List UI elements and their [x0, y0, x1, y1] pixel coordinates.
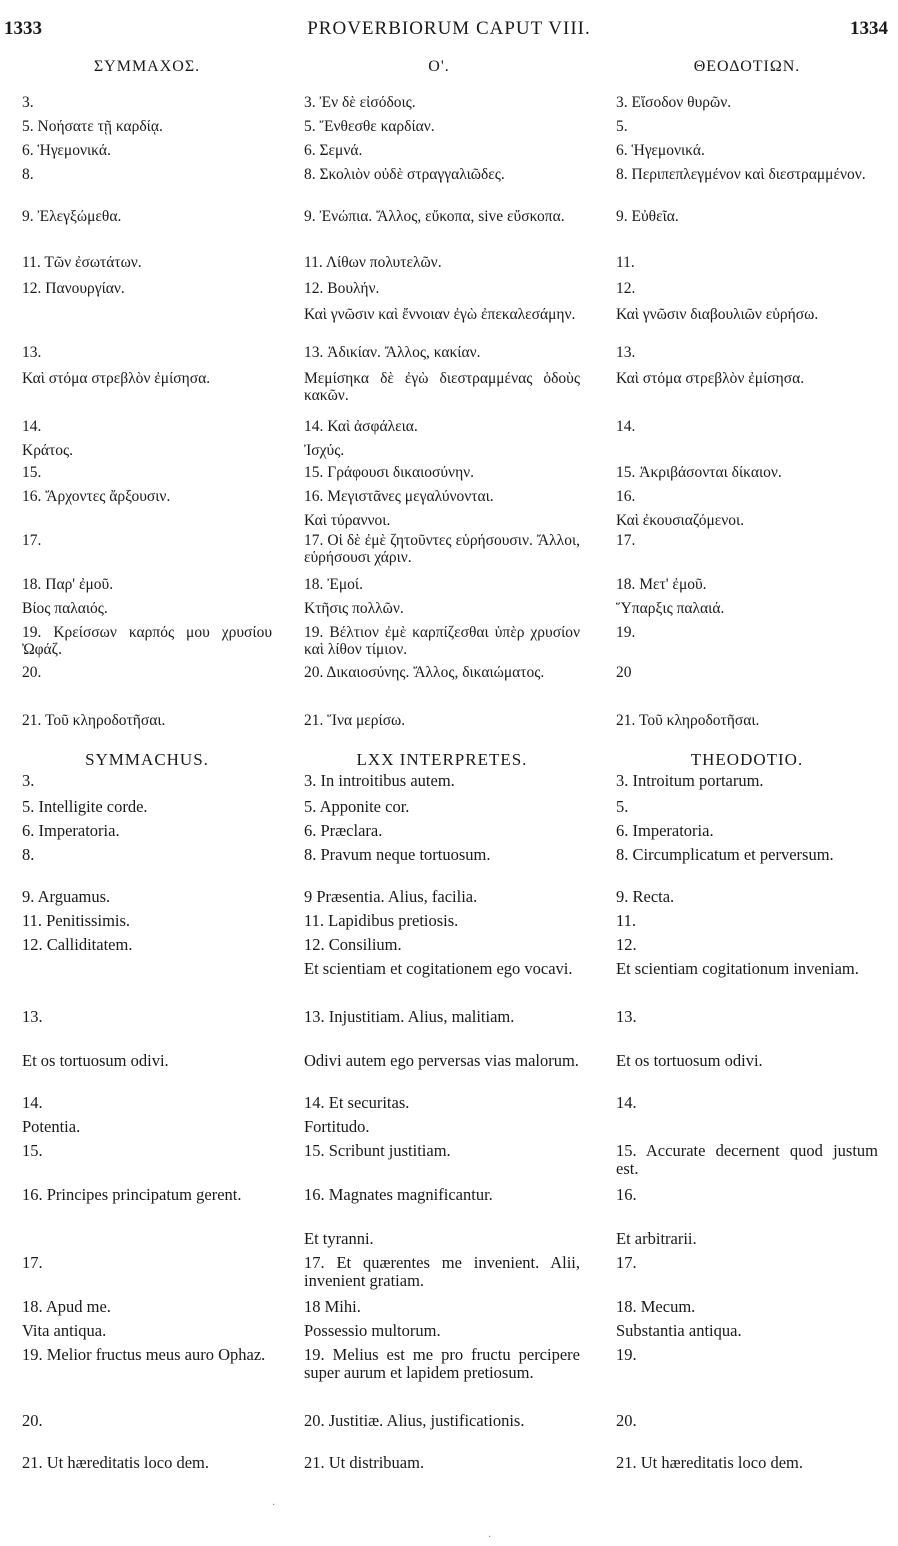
latin-lxx-line: 9 Præsentia. Alius, facilia. [304, 887, 478, 906]
latin-theodotion-line: 14. [616, 1093, 637, 1112]
latin-lxx-line: 13. Injustitiam. Alius, malitiam. [304, 1007, 515, 1026]
latin-symmachus-line: Potentia. [22, 1117, 81, 1136]
latin-theodotion-line: Et arbitrarii. [616, 1229, 697, 1248]
latin-lxx-line: 5. Apponite cor. [304, 797, 410, 816]
latin-symmachus-line: 3. [22, 771, 35, 790]
latin-symmachus-line: 19. Melior fructus meus auro Ophaz. [22, 1345, 266, 1364]
latin-theodotion-line: 17. [616, 1253, 637, 1272]
running-head: PROVERBIORUM CAPUT VIII. [307, 18, 591, 39]
greek-lxx-line: 11. Λίθων πολυτελῶν. [304, 254, 442, 271]
greek-lxx-line: 20. Δικαιοσύνης. Ἄλλος, δικαιώματος. [304, 664, 545, 681]
greek-symmachus-line: 6. Ἡγεμονικά. [22, 142, 111, 159]
column-head-lxx-latin: LXX INTERPRETES. [356, 750, 528, 769]
latin-lxx-line: Et tyranni. [304, 1229, 374, 1248]
greek-symmachus-line: 16. Ἄρχοντες ἄρξουσιν. [22, 488, 171, 505]
latin-symmachus-line: 20. [22, 1411, 43, 1430]
greek-symmachus-line: 19. Κρείσσων καρπός μου χρυσίου Ὠφάζ. [22, 624, 272, 658]
greek-lxx-line: 15. Γράφουσι δικαιοσύνην. [304, 464, 475, 481]
latin-lxx-line: Possessio multorum. [304, 1321, 441, 1340]
greek-theodotion-line: 12. [616, 280, 636, 297]
greek-theodotion-line: 9. Εὐθεῖα. [616, 208, 679, 225]
greek-symmachus-line: 18. Παρ' ἐμοῦ. [22, 576, 114, 593]
page-number-left: 1333 [4, 18, 42, 39]
latin-theodotion-line: 11. [616, 911, 637, 930]
greek-lxx-line: 9. Ἐνώπια. Ἄλλος, εὔκοπα, sive εὔσκοπα. [304, 208, 565, 225]
latin-lxx-line: 19. Melius est me pro fructu percipere super aurum et lapidem pretiosum. [304, 1345, 580, 1382]
greek-symmachus-line: 20. [22, 664, 42, 681]
latin-theodotion-line: 15. Accurate decernent quod justum est. [616, 1141, 878, 1178]
latin-theodotion-line: 20. [616, 1411, 637, 1430]
greek-symmachus-line: Καὶ στόμα στρεβλὸν ἐμίσησα. [22, 370, 211, 387]
greek-lxx-line: Ἰσχύς. [304, 442, 345, 459]
greek-lxx-line: 17. Οἱ δὲ ἐμὲ ζητοῦντες εὑρήσουσιν. Ἄλλοι, εὑρήσουσι χάριν. [304, 532, 580, 566]
greek-lxx-line: Μεμίσηκα δὲ ἐγὼ διεστραμμένας ὁδοὺς κακῶν. [304, 370, 580, 404]
latin-symmachus-line: 15. [22, 1141, 43, 1160]
latin-symmachus-line: 21. Ut hæreditatis loco dem. [22, 1453, 209, 1472]
column-head-theodotion-greek: ΘΕΟΔΟΤΙΩΝ. [693, 58, 801, 75]
print-speck: · [488, 1532, 492, 1543]
latin-symmachus-line: 18. Apud me. [22, 1297, 111, 1316]
greek-theodotion-line: 15. Ἀκριβάσονται δίκαιον. [616, 464, 782, 481]
latin-lxx-line: 6. Præclara. [304, 821, 383, 840]
latin-lxx-line: 8. Pravum neque tortuosum. [304, 845, 491, 864]
latin-symmachus-line: 9. Arguamus. [22, 887, 111, 906]
latin-symmachus-line: Et os tortuosum odivi. [22, 1051, 169, 1070]
latin-theodotion-line: 21. Ut hæreditatis loco dem. [616, 1453, 803, 1472]
latin-symmachus-line: 17. [22, 1253, 43, 1272]
greek-symmachus-line: 11. Τῶν ἐσωτάτων. [22, 254, 142, 271]
latin-symmachus-line: 8. [22, 845, 35, 864]
latin-lxx-line: Et scientiam et cogitationem ego vocavi. [304, 959, 573, 978]
greek-theodotion-line: 20 [616, 664, 632, 681]
latin-symmachus-line: 6. Imperatoria. [22, 821, 120, 840]
latin-lxx-line: 15. Scribunt justitiam. [304, 1141, 451, 1160]
print-speck: · [272, 1500, 276, 1511]
greek-lxx-line: Καὶ τύραννοι. [304, 512, 391, 529]
latin-symmachus-line: 5. Intelligite corde. [22, 797, 148, 816]
greek-symmachus-line: 15. [22, 464, 42, 481]
latin-lxx-line: 14. Et securitas. [304, 1093, 410, 1112]
greek-theodotion-line: 16. [616, 488, 636, 505]
greek-lxx-line: 18. Ἐμοί. [304, 576, 363, 593]
latin-theodotion-line: 3. Introitum portarum. [616, 771, 764, 790]
column-head-lxx-greek: Ο'. [428, 58, 450, 75]
greek-theodotion-line: 3. Εἴσοδον θυρῶν. [616, 94, 732, 111]
greek-theodotion-line: 17. [616, 532, 636, 549]
latin-lxx-line: 3. In introitibus autem. [304, 771, 455, 790]
latin-theodotion-line: Et scientiam cogitationum inveniam. [616, 959, 859, 978]
greek-symmachus-line: 14. [22, 418, 42, 435]
greek-lxx-line: 19. Βέλτιον ἐμὲ καρπίζεσθαι ὑπὲρ χρυσίον καὶ λίθον τίμιον. [304, 624, 580, 658]
greek-lxx-line: 5. Ἔνθεσθε καρδίαν. [304, 118, 435, 135]
latin-lxx-line: 16. Magnates magnificantur. [304, 1185, 493, 1204]
greek-theodotion-line: Καὶ ἐκουσιαζόμενοι. [616, 512, 745, 529]
greek-symmachus-line: 12. Πανουργίαν. [22, 280, 125, 297]
greek-theodotion-line: Καὶ στόμα στρεβλὸν ἐμίσησα. [616, 370, 805, 387]
greek-theodotion-line: 21. Τοῦ κληροδοτῆσαι. [616, 712, 760, 729]
column-head-symmachus-latin: SYMMACHUS. [85, 750, 209, 769]
latin-theodotion-line: 19. [616, 1345, 637, 1364]
greek-symmachus-line: 8. [22, 166, 34, 183]
latin-theodotion-line: 18. Mecum. [616, 1297, 696, 1316]
latin-lxx-line: 17. Et quærentes me invenient. Alii, invenient gratiam. [304, 1253, 580, 1290]
greek-symmachus-line: 17. [22, 532, 42, 549]
latin-theodotion-line: Substantia antiqua. [616, 1321, 742, 1340]
greek-symmachus-line: 13. [22, 344, 42, 361]
greek-theodotion-line: 5. [616, 118, 628, 135]
greek-theodotion-line: 18. Μετ' ἐμοῦ. [616, 576, 707, 593]
latin-theodotion-line: 16. [616, 1185, 637, 1204]
greek-lxx-line: 13. Ἀδικίαν. Ἄλλος, κακίαν. [304, 344, 481, 361]
latin-symmachus-line: 14. [22, 1093, 43, 1112]
greek-theodotion-line: 13. [616, 344, 636, 361]
page-number-right: 1334 [850, 18, 888, 39]
latin-theodotion-line: 9. Recta. [616, 887, 675, 906]
latin-symmachus-line: 11. Penitissimis. [22, 911, 131, 930]
latin-lxx-line: 21. Ut distribuam. [304, 1453, 425, 1472]
greek-symmachus-line: Βίος παλαιός. [22, 600, 108, 617]
greek-theodotion-line: 19. [616, 624, 636, 641]
latin-symmachus-line: 16. Principes principatum gerent. [22, 1185, 242, 1204]
greek-theodotion-line: 11. [616, 254, 635, 271]
latin-lxx-line: Odivi autem ego perversas vias malorum. [304, 1051, 579, 1070]
greek-symmachus-line: 3. [22, 94, 34, 111]
column-head-symmachus-greek: ΣΥΜΜΑΧΟΣ. [93, 58, 201, 75]
latin-symmachus-line: 13. [22, 1007, 43, 1026]
greek-lxx-line: Καὶ γνῶσιν καὶ ἔννοιαν ἐγὼ ἐπεκαλεσάμην. [304, 306, 576, 323]
greek-lxx-line: 14. Καὶ ἀσφάλεια. [304, 418, 418, 435]
latin-lxx-line: 11. Lapidibus pretiosis. [304, 911, 459, 930]
greek-symmachus-line: 5. Νοήσατε τῇ καρδίᾳ. [22, 118, 163, 135]
latin-theodotion-line: 8. Circumplicatum et perversum. [616, 845, 834, 864]
greek-lxx-line: 21. Ἵνα μερίσω. [304, 712, 406, 729]
latin-lxx-line: Fortitudo. [304, 1117, 370, 1136]
latin-lxx-line: 12. Consilium. [304, 935, 402, 954]
latin-lxx-line: 20. Justitiæ. Alius, justificationis. [304, 1411, 525, 1430]
latin-theodotion-line: 12. [616, 935, 637, 954]
greek-symmachus-line: 9. Ἐλεγξώμεθα. [22, 208, 122, 225]
greek-theodotion-line: 8. Περιπεπλεγμένον καὶ διεστραμμένον. [616, 166, 866, 183]
latin-theodotion-line: 5. [616, 797, 629, 816]
greek-theodotion-line: Ὕπαρξις παλαιά. [616, 600, 725, 617]
latin-theodotion-line: Et os tortuosum odivi. [616, 1051, 763, 1070]
greek-symmachus-line: 21. Τοῦ κληροδοτῆσαι. [22, 712, 166, 729]
greek-lxx-line: 6. Σεμνά. [304, 142, 363, 159]
latin-symmachus-line: 12. Calliditatem. [22, 935, 133, 954]
latin-theodotion-line: 13. [616, 1007, 637, 1026]
greek-symmachus-line: Κράτος. [22, 442, 74, 459]
latin-theodotion-line: 6. Imperatoria. [616, 821, 714, 840]
greek-theodotion-line: 14. [616, 418, 636, 435]
greek-theodotion-line: 6. Ἡγεμονικά. [616, 142, 705, 159]
greek-lxx-line: 12. Βουλήν. [304, 280, 380, 297]
greek-lxx-line: Κτῆσις πολλῶν. [304, 600, 404, 617]
greek-lxx-line: 16. Μεγιστᾶνες μεγαλύνονται. [304, 488, 494, 505]
greek-lxx-line: 3. Ἐν δὲ εἰσόδοις. [304, 94, 416, 111]
greek-lxx-line: 8. Σκολιὸν οὐδὲ στραγγαλιῶδες. [304, 166, 505, 183]
greek-theodotion-line: Καὶ γνῶσιν διαβουλιῶν εὑρήσω. [616, 306, 819, 323]
column-head-theodotion-latin: THEODOTIO. [690, 750, 804, 769]
latin-symmachus-line: Vita antiqua. [22, 1321, 107, 1340]
latin-lxx-line: 18 Mihi. [304, 1297, 361, 1316]
